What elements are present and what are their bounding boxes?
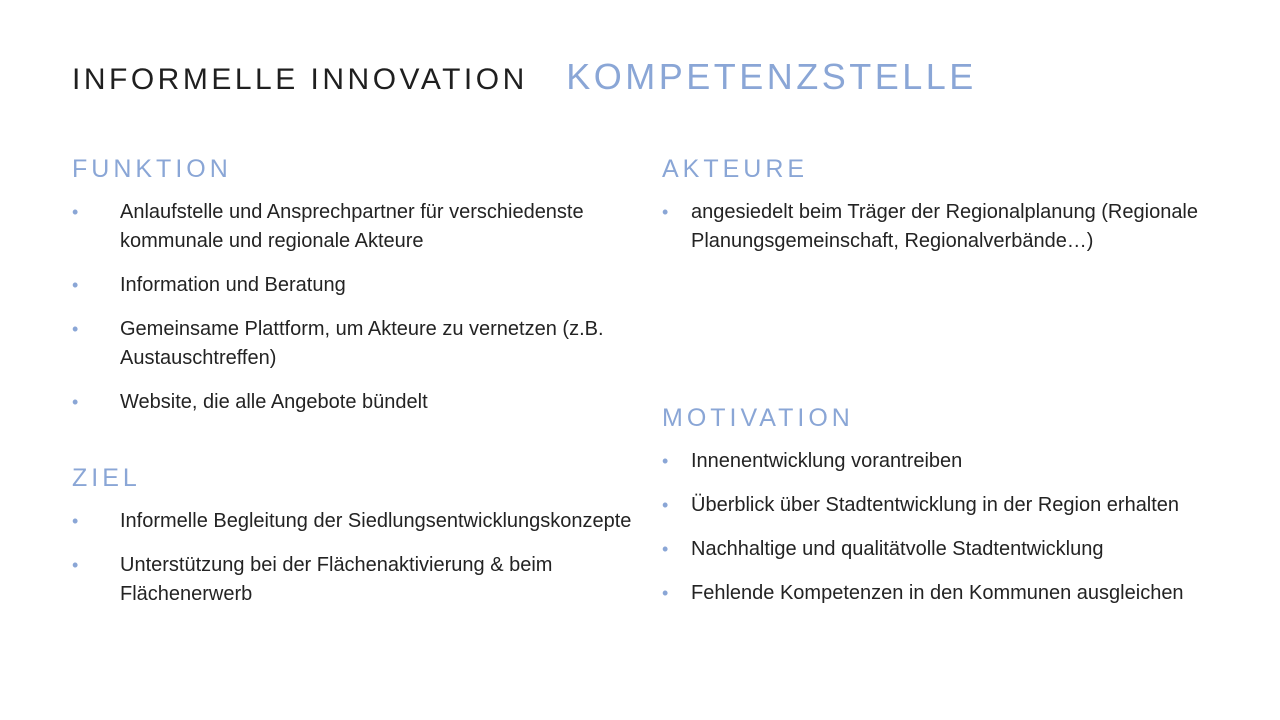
list-item-text: Innenentwicklung vorantreiben xyxy=(691,450,963,472)
bullet-icon: • xyxy=(662,539,669,559)
list-item-text: Anlaufstelle und Ansprechpartner für verschiedenste kommunale und regionale Akteure xyxy=(120,201,584,252)
list-item xyxy=(662,447,1242,476)
section-ziel xyxy=(72,463,642,624)
list-item-text: Informelle Begleitung der Siedlungsentwicklungskonzepte xyxy=(120,510,632,532)
section-heading-akteure: AKTEURE xyxy=(662,155,809,183)
list-item-text: Website, die alle Angebote bündelt xyxy=(120,391,428,413)
akteure-list xyxy=(662,198,1222,256)
list-item xyxy=(72,507,642,536)
title-main: INFORMELLE INNOVATION xyxy=(72,63,528,96)
list-item xyxy=(72,271,642,300)
title-accent: KOMPETENZSTELLE xyxy=(566,56,977,97)
bullet-icon: • xyxy=(662,451,669,471)
section-heading-ziel: ZIEL xyxy=(72,464,141,492)
list-item xyxy=(72,551,642,609)
bullet-icon: • xyxy=(662,495,669,515)
funktion-list xyxy=(72,198,642,417)
list-item-text: Überblick über Stadtentwicklung in der Region erhalten xyxy=(691,494,1180,516)
list-item-text: Nachhaltige und qualitätvolle Stadtentwicklung xyxy=(691,538,1104,560)
list-item xyxy=(662,535,1242,564)
section-heading-funktion: FUNKTION xyxy=(72,155,232,183)
slide-title xyxy=(72,56,977,100)
list-item xyxy=(72,198,642,256)
bullet-icon: • xyxy=(72,511,79,531)
bullet-icon: • xyxy=(72,392,79,412)
motivation-list xyxy=(662,447,1242,608)
list-item-text: Gemeinsame Plattform, um Akteure zu vernetzen (z.B. Austauschtreffen) xyxy=(120,318,604,369)
list-item xyxy=(662,491,1242,520)
bullet-icon: • xyxy=(662,583,669,603)
list-item xyxy=(662,198,1222,256)
list-item xyxy=(72,388,642,417)
section-akteure xyxy=(662,154,1222,271)
bullet-icon: • xyxy=(72,319,79,339)
list-item-text: angesiedelt beim Träger der Regionalplanung (Regionale Planungsgemeinschaft, Regionalverbände…) xyxy=(691,201,1199,252)
ziel-list xyxy=(72,507,642,609)
bullet-icon: • xyxy=(72,202,79,222)
list-item xyxy=(662,579,1242,608)
list-item xyxy=(72,315,642,373)
bullet-icon: • xyxy=(72,275,79,295)
section-funktion xyxy=(72,154,642,432)
list-item-text: Unterstützung bei der Flächenaktivierung & beim Flächenerwerb xyxy=(120,554,553,605)
list-item-text: Fehlende Kompetenzen in den Kommunen ausgleichen xyxy=(691,582,1184,604)
section-heading-motivation: MOTIVATION xyxy=(662,404,854,432)
bullet-icon: • xyxy=(662,202,669,222)
bullet-icon: • xyxy=(72,555,79,575)
list-item-text: Information und Beratung xyxy=(120,274,346,296)
section-motivation xyxy=(662,403,1242,623)
